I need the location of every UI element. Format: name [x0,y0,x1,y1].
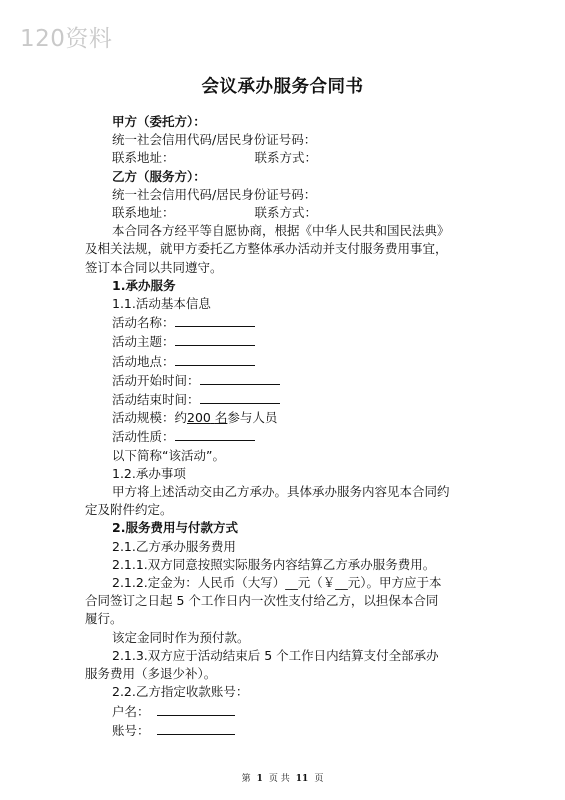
field-activity-theme: 活动主题： [0,332,565,351]
document-body [0,113,565,740]
clause-2-1-2-note: 该定金同时作为预付款。 [112,629,250,645]
page-current: 1 [256,774,263,784]
blank-line [175,352,255,366]
blank-line [200,371,280,385]
party-b-credit-code: 统一社会信用代码/居民身份证号码： [112,186,317,202]
party-a-address-label: 联系地址： [112,150,175,166]
watermark: 120资料 [20,26,113,52]
page-total: 11 [295,774,309,784]
alias-line: 以下简称“该活动”。 [112,447,225,463]
blank-line [175,427,255,441]
section2-heading: 2.服务费用与付款方式 [112,520,238,536]
party-a-heading: 甲方（委托方）： [112,114,206,129]
party-b-contact-label: 联系方式： [254,205,318,221]
section1-sub2: 1.2.承办事项 [112,465,186,481]
party-b-heading: 乙方（服务方）： [112,168,206,184]
field-activity-start: 活动开始时间： [0,371,565,390]
section1-sub1: 1.1.活动基本信息 [112,296,211,312]
clause-2-1-1: 2.1.1.双方同意按照实际服务内容结算乙方承办服务费用。 [112,556,436,572]
field-account-number: 账号： [0,721,565,740]
document-title: 会议承办服务合同书 [201,77,364,97]
field-activity-scale: 活动规模：约200 名参与人员 [112,410,278,426]
field-activity-end: 活动结束时间： [0,390,565,409]
party-a-credit-code: 统一社会信用代码/居民身份证号码： [112,132,317,148]
clause-2-1-2: 2.1.2.定金为：人民币（大写）__元（￥__元）。甲方应于本合同签订之日起 5 个工作日内一次性支付给乙方，以担保本合同履行。 [85,575,442,627]
scale-value: 200 名 [187,410,228,426]
page-footer: 第 1 页 共 11 页 [241,774,324,784]
clause-2-1-3: 2.1.3.双方应于活动结束后 5 个工作日内结算支付全部承办服务费用（多退少补）。 [85,647,439,682]
blank-line [175,313,255,327]
field-account-name: 户名： [0,702,565,721]
section2-sub1: 2.1.乙方承办服务费用 [112,538,236,554]
party-b-address-label: 联系地址： [112,205,175,221]
blank-line [200,390,280,404]
field-activity-nature: 活动性质： [0,427,565,446]
field-activity-location: 活动地点： [0,352,565,371]
party-a-contact-label: 联系方式： [254,150,318,166]
section1-heading: 1.承办服务 [112,277,176,293]
section1-sub2-text: 甲方将上述活动交由乙方承办。具体承办服务内容见本合同约定及附件约定。 [85,484,450,518]
intro-paragraph: 本合同各方经平等自愿协商，根据《中华人民共和国民法典》及相关法规，就甲方委托乙方整体承办活动并支付服务费用事宜，签订本合同以共同遵守。 [85,223,450,275]
blank-line [175,332,255,346]
section2-sub2: 2.2.乙方指定收款账号： [112,684,249,700]
party-a-address-row [0,149,565,167]
party-b-address-row [0,204,565,222]
blank-line [157,702,235,716]
field-activity-name: 活动名称： [0,313,565,332]
blank-line [157,721,235,735]
